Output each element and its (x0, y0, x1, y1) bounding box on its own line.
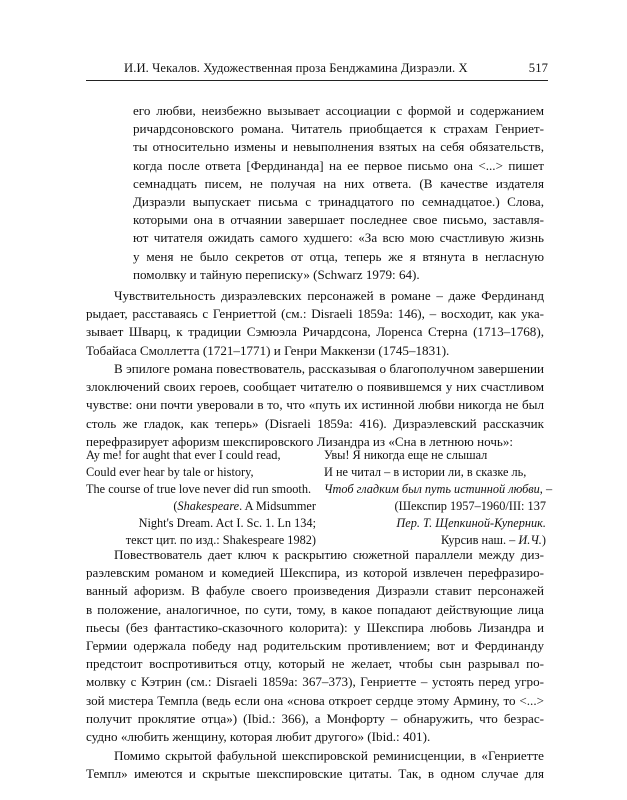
verse-source: текст цит. по изд.: Shakespeare 1982) (125, 532, 316, 547)
verse-english (86, 447, 316, 548)
verse-line: Could ever hear by tale or history, (86, 464, 254, 479)
text-line: у меня не было секретов от отца, теперь же я втянута в негласную (133, 248, 544, 264)
verse-source: (Shakespeare. A Midsummer (173, 498, 316, 513)
text-line: пьесы (без фантастико-сказочного колорита): у Шекспира любовь Лизандра и (86, 619, 544, 635)
verse-russian (324, 447, 553, 548)
text-line: молвку с Кэтрин (см.: Disraeli 1859a: 367–373), Генриетте – устоять перед угро- (86, 674, 544, 690)
text-line: злоключений своих героев, сообщает читателю о появившемся у них счастливом (86, 379, 544, 395)
verse-line: The course of true love never did run smooth. (86, 481, 312, 496)
text-line: зой мистера Темпла (ведь если она «снова откроет сердце этому Армину, то <...> (86, 692, 544, 708)
text-line: получит проклятие отца») (Ibid.: 366), а Монфорту – обнаружить, что безрас- (86, 710, 544, 726)
verse-line: И не читал – в истории ли, в сказке ль, (324, 464, 527, 479)
header-rule (86, 80, 548, 81)
text-line: В эпилоге романа повествователь, рассказывая о благополучном завершении (114, 361, 544, 376)
paragraph-sensitivity (86, 287, 544, 360)
translator-credit: Пер. Т. Щепкиной-Куперник. (396, 515, 546, 530)
text-line: ванный афоризм. В фабуле своего произведения Дизраэли ставит персонажей (86, 583, 544, 599)
text-line: столь же гладок, как теперь» (Disraeli 1859a: 416). Дизраэлевский рассказчик (86, 415, 544, 431)
text-line: Темпл» имеются и скрытые шекспировские цитаты. Так, в одном случае для (86, 766, 544, 782)
text-line: Помимо скрытой фабульной шекспировской реминисценции, в «Генриетте (114, 748, 544, 763)
paragraph-parallel (86, 546, 544, 746)
text-line: его любви, неизбежно вызывает ассоциации с формой и содержанием (133, 103, 544, 118)
block-quote (133, 102, 544, 284)
text-line: когда после ответа [Фердинанда] на ее первое письмо она <...> пишет (133, 157, 544, 173)
text-line: Тобайаса Смоллетта (1721–1771) и Генри Маккензи (1745–1831). (86, 342, 450, 358)
text-line: Чувствительность дизраэлевских персонажей в романе – даже Фердинанд (114, 288, 544, 303)
text-line: раэлевским романом и комедией Шекспира, из которой извлечен перефразиро- (86, 565, 544, 581)
text-line: предстоит воспротивиться отцу, который не желает, чтобы сын разрывал по- (86, 656, 544, 672)
page-number: 517 (528, 61, 548, 75)
verse-italic: Чтоб гладким был путь истинной любви (324, 481, 540, 496)
running-title: И.И. Чекалов. Художественная проза Бенджамина Дизраэли. X (124, 61, 468, 75)
text-line: чувстве: они почти уверовали в то, что «путь их истинной любви никогда не был (86, 397, 544, 413)
text-line: Гермии одержала победу над родительским противлением; вот и Фердинанду (86, 638, 544, 654)
paragraph-quotations (86, 747, 544, 783)
text-line: рыдает, расставаясь с Генриеттой (см.: Disraeli 1859a: 146), – восходит, как ука- (86, 306, 544, 322)
text-line: ты относительно измены и невыполнения взятых на себя обязательств, (133, 139, 544, 155)
text-line: ют читателя ожидать самого худшего: «За всю мою счастливую жизнь (133, 230, 544, 246)
text-line: зывает Шварц, к традиции Сэмюэла Ричардсона, Лоренса Стерна (1713–1768), (86, 324, 544, 340)
emphasis-note: Курсив наш. – И.Ч.) (441, 532, 546, 547)
text-line: в положение, аналогичное, по сути, тому, в какое попадают действующие лица (86, 601, 544, 617)
verse-line: Чтоб гладким был путь истинной любви, – (324, 481, 553, 496)
verse-line: Ay me! for aught that ever I could read, (86, 448, 281, 462)
text-line: ричардсоновского романа. Читатель приобщается к страхам Генриет- (133, 121, 544, 137)
text-line: помолвку и тайную переписку» (Schwarz 1979: 64). (133, 266, 420, 282)
source-author: Shakespeare (177, 498, 240, 513)
text-line: которыми она в отчаянии завершает последнее свое письмо, заставля- (133, 212, 544, 228)
verse-source: (Шекспир 1957–1960/III: 137 (394, 498, 546, 513)
source-title: . A Midsummer (239, 498, 316, 513)
text-line: Повествователь дает ключ к раскрытию сюжетной параллели между диз- (114, 547, 544, 562)
text-line: семнадцать писем, не получая на них ответа. (В качестве издателя (133, 175, 544, 191)
text-line: судно «любить женщину, которая любит другого» (Ibid.: 401). (86, 729, 431, 745)
text-line: перефразирует афоризм шекспировского Лизандра из «Сна в летнюю ночь»: (86, 433, 514, 449)
text-line: Дизраэли выпускает письма с тринадцатого по семнадцатое.) Слова, (133, 194, 544, 210)
paragraph-epilogue (86, 360, 544, 451)
verse-source: Night's Dream. Act I. Sc. 1. Ln 134; (138, 515, 316, 530)
verse-line: Увы! Я никогда еще не слышал (324, 448, 488, 462)
